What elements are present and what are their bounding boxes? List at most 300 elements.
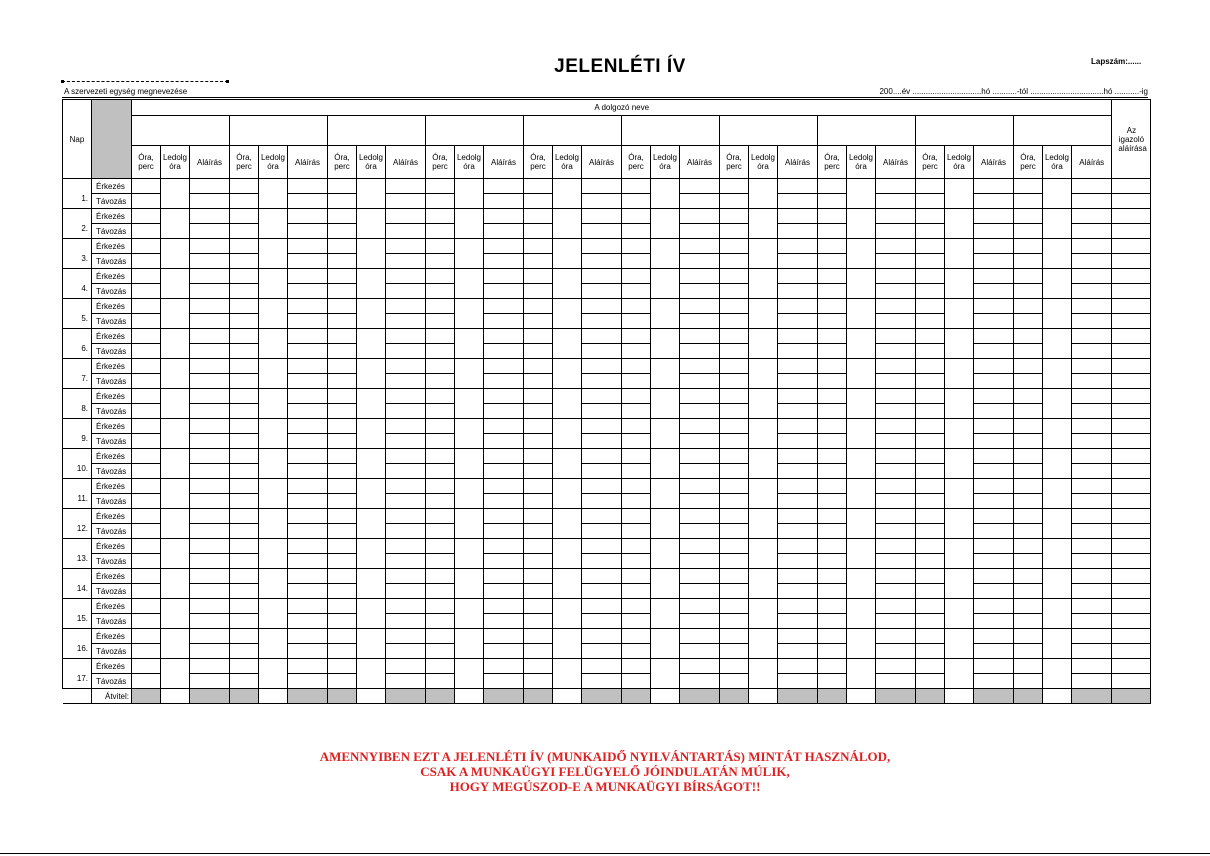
departure-signature-cell[interactable] — [974, 434, 1014, 449]
arrival-time-cell[interactable] — [818, 509, 847, 524]
arrival-signature-cell[interactable] — [876, 329, 916, 344]
departure-signature-cell[interactable] — [1072, 374, 1112, 389]
worked-hours-cell[interactable] — [651, 269, 680, 299]
worked-hours-cell[interactable] — [553, 599, 582, 629]
arrival-signature-cell[interactable] — [484, 299, 524, 314]
arrival-time-cell[interactable] — [230, 419, 259, 434]
worked-hours-cell[interactable] — [553, 509, 582, 539]
arrival-time-cell[interactable] — [524, 569, 553, 584]
departure-signature-cell[interactable] — [1072, 614, 1112, 629]
worked-hours-cell[interactable] — [161, 389, 190, 419]
arrival-time-cell[interactable] — [818, 269, 847, 284]
arrival-signature-cell[interactable] — [386, 419, 426, 434]
arrival-signature-cell[interactable] — [582, 539, 622, 554]
worked-hours-cell[interactable] — [651, 599, 680, 629]
departure-signature-cell[interactable] — [484, 614, 524, 629]
worked-hours-cell[interactable] — [259, 629, 288, 659]
departure-time-cell[interactable] — [1014, 614, 1043, 629]
arrival-time-cell[interactable] — [622, 329, 651, 344]
arrival-signature-cell[interactable] — [190, 659, 230, 674]
worked-hours-cell[interactable] — [1043, 299, 1072, 329]
departure-time-cell[interactable] — [622, 644, 651, 659]
departure-signature-cell[interactable] — [288, 584, 328, 599]
arrival-time-cell[interactable] — [1014, 419, 1043, 434]
worked-hours-cell[interactable] — [455, 569, 484, 599]
certifier-signature-cell[interactable] — [1112, 194, 1151, 209]
worked-hours-cell[interactable] — [749, 419, 778, 449]
worked-hours-cell[interactable] — [1043, 449, 1072, 479]
departure-time-cell[interactable] — [132, 314, 161, 329]
arrival-signature-cell[interactable] — [876, 419, 916, 434]
arrival-signature-cell[interactable] — [386, 629, 426, 644]
departure-signature-cell[interactable] — [484, 194, 524, 209]
arrival-signature-cell[interactable] — [582, 569, 622, 584]
departure-signature-cell[interactable] — [680, 254, 720, 269]
arrival-time-cell[interactable] — [426, 509, 455, 524]
arrival-signature-cell[interactable] — [680, 509, 720, 524]
departure-time-cell[interactable] — [426, 434, 455, 449]
departure-signature-cell[interactable] — [680, 194, 720, 209]
departure-time-cell[interactable] — [426, 254, 455, 269]
arrival-signature-cell[interactable] — [190, 329, 230, 344]
departure-signature-cell[interactable] — [386, 464, 426, 479]
worked-hours-cell[interactable] — [161, 479, 190, 509]
arrival-signature-cell[interactable] — [582, 449, 622, 464]
arrival-time-cell[interactable] — [622, 509, 651, 524]
departure-time-cell[interactable] — [818, 344, 847, 359]
arrival-signature-cell[interactable] — [1072, 599, 1112, 614]
departure-time-cell[interactable] — [230, 644, 259, 659]
departure-time-cell[interactable] — [1014, 344, 1043, 359]
departure-signature-cell[interactable] — [190, 674, 230, 689]
certifier-signature-cell[interactable] — [1112, 554, 1151, 569]
departure-signature-cell[interactable] — [582, 404, 622, 419]
worked-hours-cell[interactable] — [847, 179, 876, 209]
departure-signature-cell[interactable] — [484, 224, 524, 239]
arrival-time-cell[interactable] — [524, 179, 553, 194]
worked-hours-cell[interactable] — [259, 239, 288, 269]
certifier-signature-cell[interactable] — [1112, 344, 1151, 359]
carry-worked-hours-cell[interactable] — [651, 689, 680, 704]
worked-hours-cell[interactable] — [553, 449, 582, 479]
worked-hours-cell[interactable] — [1043, 659, 1072, 689]
departure-signature-cell[interactable] — [778, 374, 818, 389]
departure-signature-cell[interactable] — [876, 434, 916, 449]
departure-time-cell[interactable] — [328, 404, 357, 419]
arrival-signature-cell[interactable] — [1072, 299, 1112, 314]
arrival-signature-cell[interactable] — [288, 359, 328, 374]
arrival-signature-cell[interactable] — [386, 209, 426, 224]
departure-signature-cell[interactable] — [582, 464, 622, 479]
arrival-signature-cell[interactable] — [484, 419, 524, 434]
worked-hours-cell[interactable] — [455, 389, 484, 419]
arrival-signature-cell[interactable] — [876, 359, 916, 374]
departure-signature-cell[interactable] — [288, 374, 328, 389]
arrival-time-cell[interactable] — [230, 389, 259, 404]
certifier-signature-cell[interactable] — [1112, 314, 1151, 329]
departure-time-cell[interactable] — [916, 314, 945, 329]
arrival-signature-cell[interactable] — [974, 569, 1014, 584]
departure-time-cell[interactable] — [1014, 464, 1043, 479]
arrival-signature-cell[interactable] — [778, 209, 818, 224]
departure-time-cell[interactable] — [720, 644, 749, 659]
arrival-signature-cell[interactable] — [484, 209, 524, 224]
departure-time-cell[interactable] — [230, 554, 259, 569]
departure-time-cell[interactable] — [426, 494, 455, 509]
departure-time-cell[interactable] — [328, 464, 357, 479]
arrival-time-cell[interactable] — [230, 449, 259, 464]
departure-signature-cell[interactable] — [582, 524, 622, 539]
departure-time-cell[interactable] — [524, 224, 553, 239]
departure-time-cell[interactable] — [426, 554, 455, 569]
departure-signature-cell[interactable] — [974, 464, 1014, 479]
arrival-time-cell[interactable] — [916, 239, 945, 254]
departure-time-cell[interactable] — [720, 584, 749, 599]
departure-signature-cell[interactable] — [288, 674, 328, 689]
arrival-time-cell[interactable] — [720, 479, 749, 494]
departure-signature-cell[interactable] — [680, 344, 720, 359]
departure-time-cell[interactable] — [622, 344, 651, 359]
departure-signature-cell[interactable] — [876, 254, 916, 269]
arrival-time-cell[interactable] — [230, 299, 259, 314]
worked-hours-cell[interactable] — [749, 329, 778, 359]
worked-hours-cell[interactable] — [357, 419, 386, 449]
departure-signature-cell[interactable] — [1072, 464, 1112, 479]
arrival-signature-cell[interactable] — [288, 329, 328, 344]
arrival-time-cell[interactable] — [818, 239, 847, 254]
arrival-time-cell[interactable] — [818, 419, 847, 434]
worked-hours-cell[interactable] — [259, 479, 288, 509]
arrival-signature-cell[interactable] — [582, 239, 622, 254]
departure-signature-cell[interactable] — [680, 584, 720, 599]
arrival-signature-cell[interactable] — [974, 539, 1014, 554]
arrival-time-cell[interactable] — [230, 629, 259, 644]
departure-signature-cell[interactable] — [974, 554, 1014, 569]
arrival-signature-cell[interactable] — [190, 449, 230, 464]
arrival-time-cell[interactable] — [426, 629, 455, 644]
arrival-time-cell[interactable] — [426, 359, 455, 374]
arrival-signature-cell[interactable] — [974, 509, 1014, 524]
arrival-signature-cell[interactable] — [876, 599, 916, 614]
arrival-signature-cell[interactable] — [484, 269, 524, 284]
arrival-time-cell[interactable] — [524, 659, 553, 674]
worked-hours-cell[interactable] — [651, 569, 680, 599]
arrival-signature-cell[interactable] — [974, 209, 1014, 224]
arrival-signature-cell[interactable] — [778, 389, 818, 404]
departure-time-cell[interactable] — [328, 224, 357, 239]
departure-signature-cell[interactable] — [190, 614, 230, 629]
departure-time-cell[interactable] — [916, 254, 945, 269]
departure-time-cell[interactable] — [328, 434, 357, 449]
departure-time-cell[interactable] — [524, 494, 553, 509]
arrival-signature-cell[interactable] — [778, 419, 818, 434]
departure-signature-cell[interactable] — [778, 314, 818, 329]
departure-signature-cell[interactable] — [288, 434, 328, 449]
arrival-signature-cell[interactable] — [778, 299, 818, 314]
arrival-time-cell[interactable] — [720, 659, 749, 674]
worked-hours-cell[interactable] — [455, 479, 484, 509]
worked-hours-cell[interactable] — [259, 179, 288, 209]
certifier-signature-cell[interactable] — [1112, 389, 1151, 404]
departure-signature-cell[interactable] — [484, 644, 524, 659]
worked-hours-cell[interactable] — [847, 419, 876, 449]
departure-signature-cell[interactable] — [876, 644, 916, 659]
departure-signature-cell[interactable] — [484, 464, 524, 479]
departure-signature-cell[interactable] — [1072, 194, 1112, 209]
departure-signature-cell[interactable] — [386, 284, 426, 299]
arrival-signature-cell[interactable] — [484, 239, 524, 254]
arrival-signature-cell[interactable] — [386, 359, 426, 374]
arrival-time-cell[interactable] — [916, 299, 945, 314]
worked-hours-cell[interactable] — [259, 329, 288, 359]
departure-time-cell[interactable] — [1014, 554, 1043, 569]
worked-hours-cell[interactable] — [651, 629, 680, 659]
departure-time-cell[interactable] — [916, 284, 945, 299]
worked-hours-cell[interactable] — [945, 449, 974, 479]
arrival-time-cell[interactable] — [622, 419, 651, 434]
arrival-signature-cell[interactable] — [876, 239, 916, 254]
departure-time-cell[interactable] — [916, 494, 945, 509]
certifier-signature-cell[interactable] — [1112, 299, 1151, 314]
employee-name-cell[interactable] — [622, 116, 720, 146]
arrival-time-cell[interactable] — [720, 599, 749, 614]
arrival-signature-cell[interactable] — [582, 329, 622, 344]
worked-hours-cell[interactable] — [553, 239, 582, 269]
departure-time-cell[interactable] — [720, 524, 749, 539]
arrival-signature-cell[interactable] — [484, 569, 524, 584]
worked-hours-cell[interactable] — [651, 509, 680, 539]
arrival-time-cell[interactable] — [622, 299, 651, 314]
worked-hours-cell[interactable] — [847, 389, 876, 419]
arrival-time-cell[interactable] — [916, 569, 945, 584]
departure-time-cell[interactable] — [720, 314, 749, 329]
departure-signature-cell[interactable] — [190, 584, 230, 599]
arrival-time-cell[interactable] — [622, 209, 651, 224]
worked-hours-cell[interactable] — [357, 509, 386, 539]
arrival-signature-cell[interactable] — [974, 629, 1014, 644]
departure-time-cell[interactable] — [1014, 584, 1043, 599]
worked-hours-cell[interactable] — [161, 329, 190, 359]
worked-hours-cell[interactable] — [553, 359, 582, 389]
worked-hours-cell[interactable] — [161, 629, 190, 659]
arrival-time-cell[interactable] — [328, 359, 357, 374]
arrival-time-cell[interactable] — [328, 509, 357, 524]
departure-signature-cell[interactable] — [974, 194, 1014, 209]
worked-hours-cell[interactable] — [749, 269, 778, 299]
employee-name-cell[interactable] — [524, 116, 622, 146]
departure-time-cell[interactable] — [916, 224, 945, 239]
arrival-signature-cell[interactable] — [288, 389, 328, 404]
arrival-time-cell[interactable] — [1014, 569, 1043, 584]
departure-signature-cell[interactable] — [484, 554, 524, 569]
departure-signature-cell[interactable] — [288, 314, 328, 329]
departure-signature-cell[interactable] — [778, 614, 818, 629]
arrival-signature-cell[interactable] — [1072, 389, 1112, 404]
departure-signature-cell[interactable] — [974, 254, 1014, 269]
arrival-signature-cell[interactable] — [680, 629, 720, 644]
arrival-signature-cell[interactable] — [190, 269, 230, 284]
arrival-signature-cell[interactable] — [288, 509, 328, 524]
arrival-signature-cell[interactable] — [680, 419, 720, 434]
arrival-time-cell[interactable] — [1014, 179, 1043, 194]
departure-signature-cell[interactable] — [190, 644, 230, 659]
departure-signature-cell[interactable] — [484, 254, 524, 269]
arrival-signature-cell[interactable] — [1072, 239, 1112, 254]
arrival-time-cell[interactable] — [524, 599, 553, 614]
arrival-time-cell[interactable] — [720, 539, 749, 554]
departure-time-cell[interactable] — [426, 674, 455, 689]
worked-hours-cell[interactable] — [259, 299, 288, 329]
worked-hours-cell[interactable] — [455, 599, 484, 629]
worked-hours-cell[interactable] — [847, 599, 876, 629]
worked-hours-cell[interactable] — [161, 659, 190, 689]
arrival-time-cell[interactable] — [132, 389, 161, 404]
departure-time-cell[interactable] — [720, 494, 749, 509]
arrival-time-cell[interactable] — [328, 239, 357, 254]
departure-signature-cell[interactable] — [1072, 494, 1112, 509]
carry-worked-hours-cell[interactable] — [455, 689, 484, 704]
worked-hours-cell[interactable] — [749, 359, 778, 389]
departure-signature-cell[interactable] — [974, 344, 1014, 359]
departure-time-cell[interactable] — [132, 614, 161, 629]
departure-time-cell[interactable] — [132, 344, 161, 359]
arrival-time-cell[interactable] — [720, 389, 749, 404]
departure-time-cell[interactable] — [916, 344, 945, 359]
worked-hours-cell[interactable] — [455, 209, 484, 239]
arrival-time-cell[interactable] — [720, 209, 749, 224]
departure-signature-cell[interactable] — [778, 434, 818, 449]
arrival-time-cell[interactable] — [1014, 389, 1043, 404]
arrival-time-cell[interactable] — [132, 239, 161, 254]
departure-signature-cell[interactable] — [582, 344, 622, 359]
departure-signature-cell[interactable] — [1072, 254, 1112, 269]
arrival-signature-cell[interactable] — [484, 539, 524, 554]
departure-time-cell[interactable] — [524, 404, 553, 419]
departure-signature-cell[interactable] — [680, 524, 720, 539]
departure-signature-cell[interactable] — [1072, 524, 1112, 539]
arrival-signature-cell[interactable] — [190, 539, 230, 554]
certifier-signature-cell[interactable] — [1112, 209, 1151, 224]
arrival-time-cell[interactable] — [524, 629, 553, 644]
departure-signature-cell[interactable] — [778, 524, 818, 539]
departure-signature-cell[interactable] — [386, 374, 426, 389]
certifier-signature-cell[interactable] — [1112, 494, 1151, 509]
arrival-signature-cell[interactable] — [680, 389, 720, 404]
worked-hours-cell[interactable] — [749, 389, 778, 419]
arrival-signature-cell[interactable] — [1072, 209, 1112, 224]
arrival-signature-cell[interactable] — [876, 509, 916, 524]
arrival-time-cell[interactable] — [328, 209, 357, 224]
arrival-time-cell[interactable] — [720, 239, 749, 254]
certifier-signature-cell[interactable] — [1112, 179, 1151, 194]
arrival-time-cell[interactable] — [916, 359, 945, 374]
worked-hours-cell[interactable] — [553, 179, 582, 209]
departure-signature-cell[interactable] — [1072, 284, 1112, 299]
arrival-time-cell[interactable] — [426, 299, 455, 314]
departure-time-cell[interactable] — [328, 344, 357, 359]
departure-time-cell[interactable] — [720, 194, 749, 209]
arrival-signature-cell[interactable] — [484, 389, 524, 404]
departure-time-cell[interactable] — [916, 434, 945, 449]
departure-time-cell[interactable] — [622, 284, 651, 299]
arrival-signature-cell[interactable] — [876, 569, 916, 584]
arrival-signature-cell[interactable] — [680, 479, 720, 494]
worked-hours-cell[interactable] — [357, 239, 386, 269]
departure-signature-cell[interactable] — [974, 644, 1014, 659]
departure-time-cell[interactable] — [426, 404, 455, 419]
arrival-time-cell[interactable] — [720, 299, 749, 314]
arrival-signature-cell[interactable] — [582, 269, 622, 284]
departure-signature-cell[interactable] — [778, 194, 818, 209]
worked-hours-cell[interactable] — [847, 269, 876, 299]
worked-hours-cell[interactable] — [651, 359, 680, 389]
arrival-time-cell[interactable] — [622, 389, 651, 404]
arrival-signature-cell[interactable] — [484, 449, 524, 464]
arrival-signature-cell[interactable] — [680, 209, 720, 224]
departure-time-cell[interactable] — [916, 404, 945, 419]
employee-name-cell[interactable] — [916, 116, 1014, 146]
worked-hours-cell[interactable] — [553, 659, 582, 689]
arrival-time-cell[interactable] — [720, 359, 749, 374]
arrival-signature-cell[interactable] — [484, 329, 524, 344]
departure-time-cell[interactable] — [818, 614, 847, 629]
worked-hours-cell[interactable] — [357, 269, 386, 299]
departure-signature-cell[interactable] — [680, 644, 720, 659]
arrival-time-cell[interactable] — [230, 269, 259, 284]
worked-hours-cell[interactable] — [553, 419, 582, 449]
arrival-time-cell[interactable] — [818, 659, 847, 674]
departure-signature-cell[interactable] — [876, 584, 916, 599]
arrival-time-cell[interactable] — [818, 179, 847, 194]
departure-time-cell[interactable] — [720, 404, 749, 419]
departure-signature-cell[interactable] — [680, 224, 720, 239]
arrival-time-cell[interactable] — [328, 569, 357, 584]
arrival-signature-cell[interactable] — [484, 179, 524, 194]
arrival-time-cell[interactable] — [132, 629, 161, 644]
departure-signature-cell[interactable] — [778, 494, 818, 509]
departure-signature-cell[interactable] — [190, 434, 230, 449]
departure-signature-cell[interactable] — [386, 404, 426, 419]
arrival-time-cell[interactable] — [916, 629, 945, 644]
departure-time-cell[interactable] — [622, 494, 651, 509]
departure-time-cell[interactable] — [818, 524, 847, 539]
worked-hours-cell[interactable] — [259, 539, 288, 569]
certifier-signature-cell[interactable] — [1112, 674, 1151, 689]
worked-hours-cell[interactable] — [161, 509, 190, 539]
departure-time-cell[interactable] — [132, 374, 161, 389]
arrival-signature-cell[interactable] — [1072, 359, 1112, 374]
departure-time-cell[interactable] — [818, 194, 847, 209]
departure-signature-cell[interactable] — [974, 584, 1014, 599]
departure-signature-cell[interactable] — [484, 404, 524, 419]
departure-time-cell[interactable] — [230, 464, 259, 479]
arrival-time-cell[interactable] — [426, 569, 455, 584]
arrival-time-cell[interactable] — [426, 659, 455, 674]
worked-hours-cell[interactable] — [161, 269, 190, 299]
departure-signature-cell[interactable] — [680, 464, 720, 479]
departure-time-cell[interactable] — [230, 434, 259, 449]
arrival-signature-cell[interactable] — [876, 479, 916, 494]
worked-hours-cell[interactable] — [553, 329, 582, 359]
worked-hours-cell[interactable] — [1043, 509, 1072, 539]
arrival-time-cell[interactable] — [1014, 329, 1043, 344]
arrival-signature-cell[interactable] — [484, 629, 524, 644]
departure-time-cell[interactable] — [720, 374, 749, 389]
arrival-signature-cell[interactable] — [680, 239, 720, 254]
arrival-signature-cell[interactable] — [288, 599, 328, 614]
worked-hours-cell[interactable] — [161, 599, 190, 629]
departure-signature-cell[interactable] — [680, 314, 720, 329]
